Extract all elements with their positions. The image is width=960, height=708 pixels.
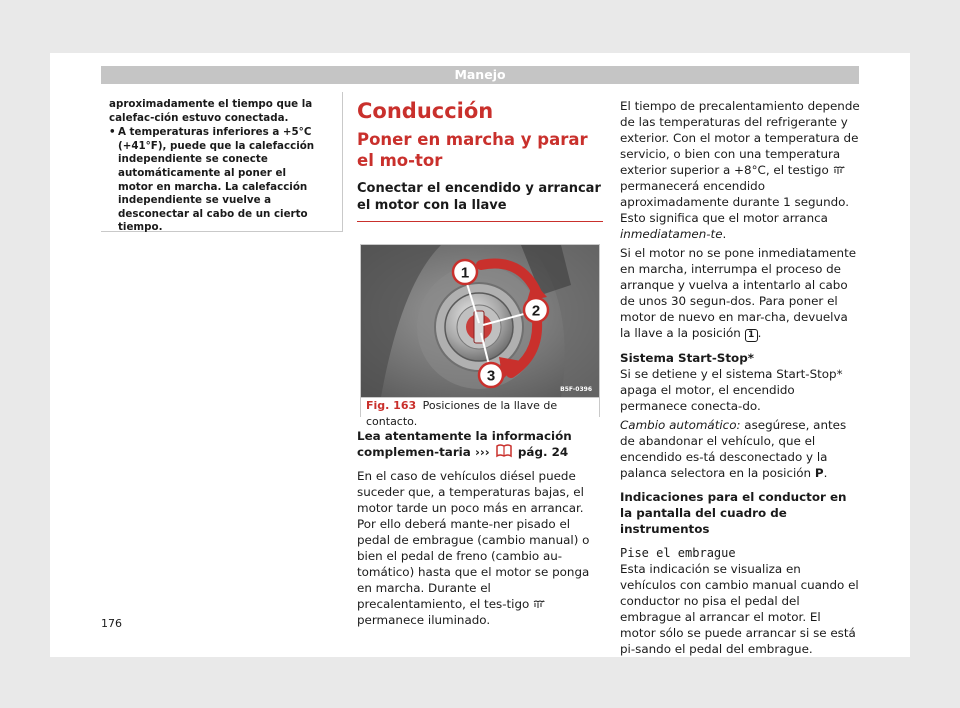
preheat-text-a: El tiempo de precalentamiento depende de las temperaturas del refrigerante y exterior. Con el motor a temperatura de servicio, o bien con una temperatura exterior superior a +8°C, el testigo <box>620 99 860 177</box>
preheat-text-b: permanecerá encendido aproximadamente durante 1 segundo. Esto significa que el motor arranca <box>620 179 850 225</box>
automatic-label: Cambio automático: <box>620 418 741 432</box>
note-box <box>101 92 343 232</box>
diesel-paragraph <box>357 468 603 628</box>
page-header: Manejo <box>101 66 859 84</box>
book-icon <box>496 444 512 458</box>
figure-ignition <box>360 244 600 428</box>
note-text: aproximadamente el tiempo que la calefac-ción estuvo conectada. <box>109 98 313 124</box>
figure-number: Fig. 163 <box>366 399 417 412</box>
position-p: P <box>814 466 824 480</box>
start-stop-paragraph: Si se detiene y el sistema Start-Stop* apaga el motor, el encendido permanece conecta-do. <box>620 367 843 413</box>
note-bullet-text: A temperaturas inferiores a +5°C (+41°F), puede que la calefacción independiente se conecte automáticamente al poner el motor en marcha. La calefacción independiente se vuelve a desconectar al cabo de un cierto tiempo. <box>118 126 315 234</box>
clutch-paragraph: Esta indicación se visualiza en vehículos con cambio manual cuando el conductor no pisa el pedal del embrague al arrancar el motor. El motor sólo se puede arrancar si se está pi-sando el pedal del embrague. <box>620 562 859 656</box>
retry-text: Si el motor no se pone inmediatamente en marcha, interrumpa el proceso de arranque y vuelva a intentarlo al cabo de unos 30 segun-dos. Para poner el motor de nuevo en mar-cha, devuelva la llave a la posición <box>620 246 857 340</box>
preheat-paragraph <box>620 98 860 242</box>
automatic-end: . <box>823 466 828 480</box>
glow-plug-icon <box>533 600 545 609</box>
preheat-end: . <box>722 227 727 241</box>
bullet-icon: • <box>109 126 116 139</box>
figure-code: B5F-0396 <box>560 386 592 393</box>
page-reference-link[interactable]: pág. 24 <box>517 445 569 459</box>
lead-text: Lea atentamente la información complemen-taria <box>357 429 572 459</box>
callout-1-label: 1 <box>460 264 470 282</box>
section-title: Conducción <box>357 99 494 123</box>
driver-indications-heading: Indicaciones para el conductor en la pantalla del cuadro de instrumentos <box>620 490 847 536</box>
glow-plug-icon <box>833 166 845 175</box>
figure-caption-text: Posiciones de la llave de contacto. <box>366 399 558 428</box>
column-2-body <box>357 428 603 628</box>
figure-caption <box>361 397 599 430</box>
automatic-text: asegúrese, antes de abandonar el vehículo, que el encendido es-tá desconectado y la palanca selectora en la posición <box>620 418 847 480</box>
lead-arrows: ››› <box>474 445 490 459</box>
diesel-text: En el caso de vehículos diésel puede suceder que, a temperaturas bajas, el motor tarde un poco más en arrancar. Por ello deberá mante-ner pisado el pedal de embrague (cambio manual) o bien el pedal de freno (cambio au-tomático) hasta que el motor se ponga en marcha. Durante el precalentamiento, el tes-tigo <box>357 469 590 611</box>
section-headings <box>357 98 601 222</box>
lead-note <box>357 428 603 460</box>
column-3 <box>620 98 860 660</box>
section-subtitle: Poner en marcha y parar el mo-tor <box>357 130 588 170</box>
start-stop-heading: Sistema Start-Stop* <box>620 351 754 365</box>
retry-paragraph <box>620 245 860 342</box>
display-message: Pise el embrague <box>620 546 736 560</box>
preheat-emphasis: inmediatamen-te <box>620 227 723 241</box>
note-bullet-item <box>109 126 324 235</box>
page-number: 176 <box>101 617 122 630</box>
ignition-illustration <box>361 245 599 397</box>
automatic-paragraph <box>620 417 860 481</box>
callout-3-label: 3 <box>486 367 496 385</box>
diesel-text-end: permanece iluminado. <box>357 613 491 627</box>
subheading: Conectar el encendido y arrancar el motor con la llave <box>357 180 603 222</box>
retry-end: . <box>757 326 762 340</box>
position-badge-1: 1 <box>745 329 758 342</box>
callout-2-label: 2 <box>531 302 541 320</box>
